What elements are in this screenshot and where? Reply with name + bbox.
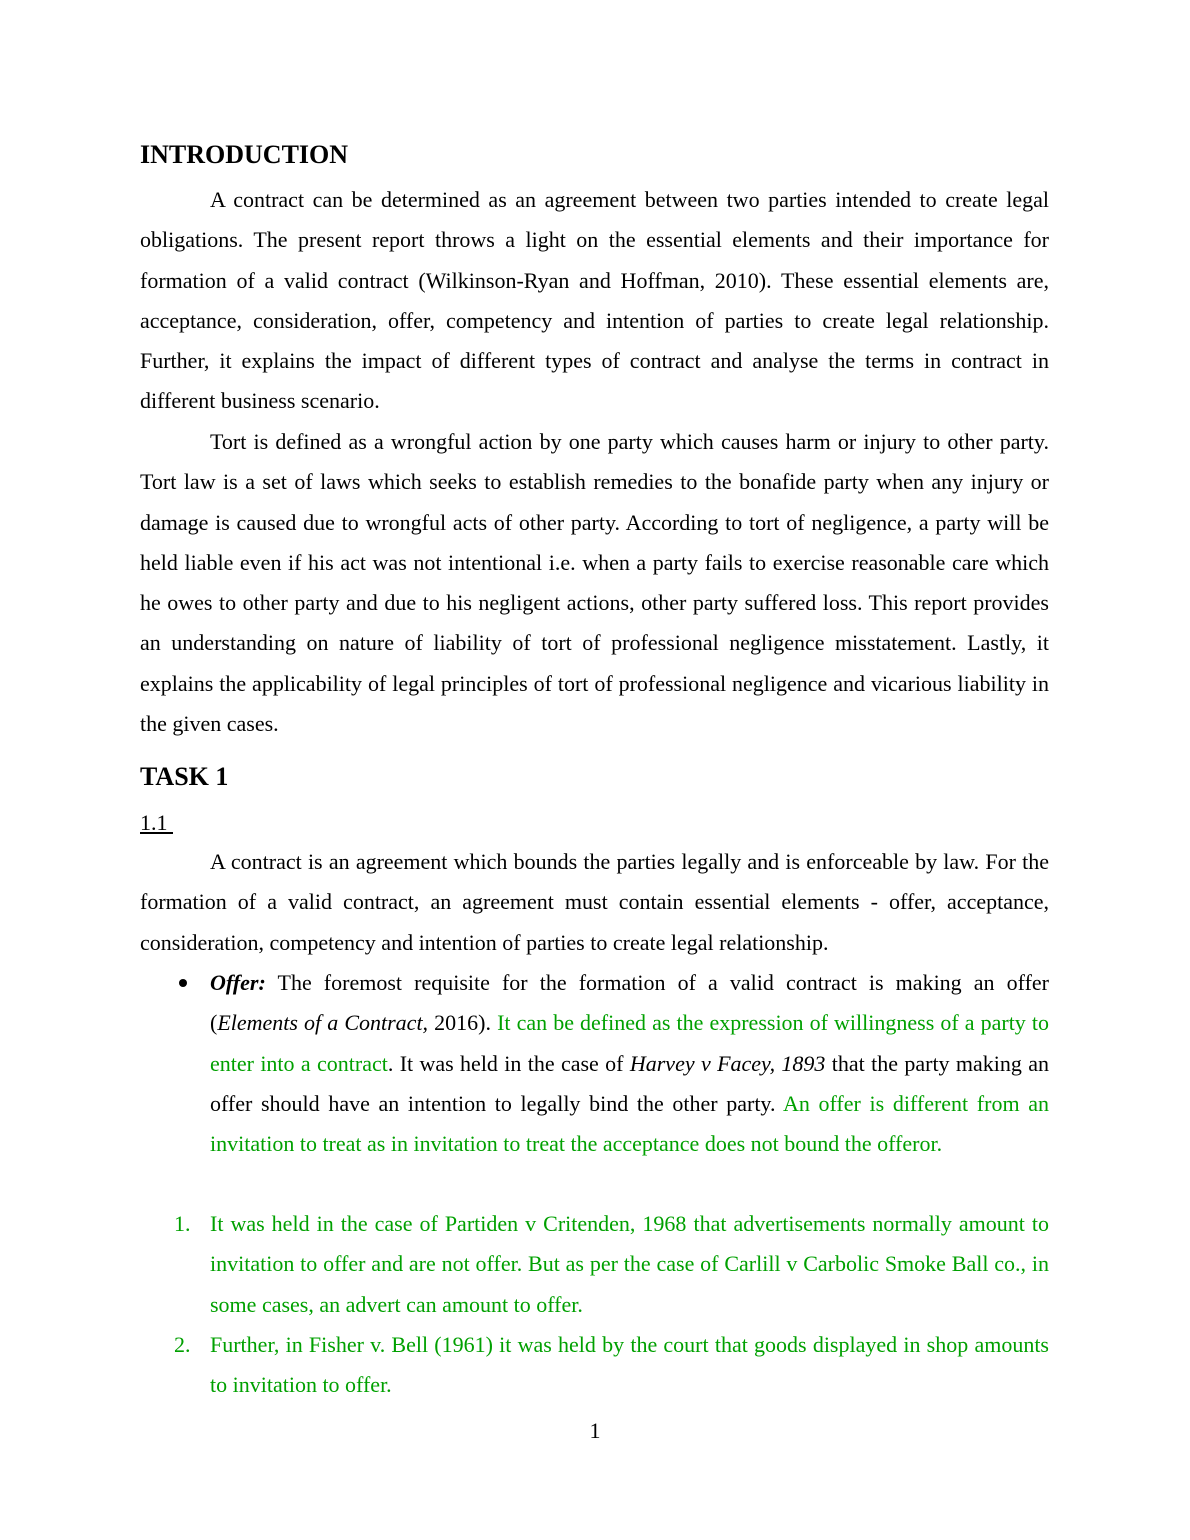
offer-green-text-1: It can be defined as the expression of willingness of a party to enter into a contract — [210, 1010, 1050, 1076]
numbered-item-text: It was held in the case of Partiden v Critenden, 1968 that advertisements normally amount to invitation to offer and are not offer. But as per the case of Carlill v Carbolic Smoke Ball co., in some cases, an advert can amount to offer. — [210, 1211, 1049, 1317]
list-number: 2. — [174, 1332, 191, 1357]
offer-green-text-2: An offer is different from an invitation to treat as in invitation to treat the acceptance does not bound the offeror. — [210, 1090, 1049, 1157]
numbered-item-text: Further, in Fisher v. Bell (1961) it was held by the court that goods displayed in shop amounts to invitation to offer. — [210, 1332, 1049, 1398]
offer-bullet-item — [210, 963, 1049, 1164]
offer-case-name: Harvey v Facey, 1893 — [629, 1050, 826, 1076]
intro-paragraph-1: A contract can be determined as an agreement between two parties intended to create legal obligations. The present report throws a light on the essential elements and their importance for formation of a valid contract (Wilkinson-Ryan and Hoffman, 2010). These essential elements are, acceptance, consideration, offer, competency and intention of parties to create legal relationship. Further, it explains the impact of different types of contract and analyse the terms in contract in different business scenario. — [140, 187, 1049, 414]
offer-text-2: 2016). — [428, 1010, 498, 1036]
page-number: 1 — [589, 1418, 601, 1443]
intro-paragraph-2: Tort is defined as a wrongful action by one party which causes harm or injury to other party. Tort law is a set of laws which seeks to establish remedies to the bonafide party when any injury or damage is caused due to wrongful acts of other party. According to tort of negligence, a party will be held liable even if his act was not intentional i.e. when a party fails to exercise reasonable care which he owes to other party and due to his negligent actions, other party suffered loss. This report provides an understanding on nature of liability of tort of professional negligence misstatement. Lastly, it explains the applicability of legal principles of tort of professional negligence and vicarious liability in the given cases. — [140, 429, 1049, 737]
bullet-icon — [179, 979, 187, 987]
offer-text-1: The foremost requisite for the formation of a valid contract is making an offer ( — [210, 970, 1049, 1036]
offer-label: Offer: — [210, 970, 266, 995]
section-1-1-label: 1.1 — [140, 810, 173, 835]
list-number: 1. — [174, 1211, 191, 1236]
offer-citation: Elements of a Contract, — [217, 1010, 429, 1036]
introduction-heading: INTRODUCTION — [140, 140, 349, 169]
offer-text-3: . It was held in the case of — [387, 1050, 630, 1076]
task-1-heading: TASK 1 — [140, 762, 229, 791]
task-1-paragraph: A contract is an agreement which bounds the parties legally and is enforceable by law. For the formation of a valid contract, an agreement must contain essential elements - offer, acceptance, consideration, competency and intention of parties to create legal relationship. — [140, 849, 1049, 955]
numbered-item-1 — [174, 1204, 1049, 1325]
numbered-item-2 — [174, 1325, 1049, 1406]
offer-text-4: that the party making an offer should have an intention to legally bind the other party. — [210, 1050, 1050, 1116]
